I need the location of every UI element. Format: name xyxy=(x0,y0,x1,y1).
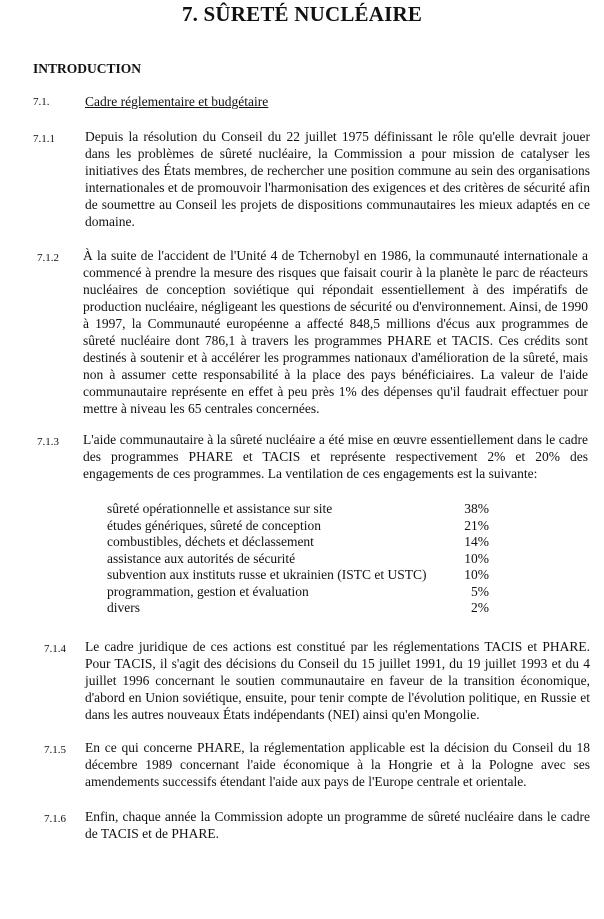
table-row xyxy=(107,534,489,551)
paragraph-text: En ce qui concerne PHARE, la réglementation applicable est la décision du Conseil du 18 décembre 1989 concernant l'aide économique à la Hongrie et à la Pologne avec ses amendements successifs étendant l'aide aux pays de l'Europe centrale et orientale. xyxy=(85,740,590,789)
row-label: études génériques, sûreté de conception xyxy=(107,517,322,533)
paragraph-text: L'aide communautaire à la sûreté nucléaire a été mise en œuvre essentiellement dans le cadre des programmes PHARE et TACIS et représente respectivement 2% et 20% des engagements de ces programmes. La ventilation de ces engagements est la suivante: xyxy=(83,432,588,481)
row-label: assistance aux autorités de sécurité xyxy=(107,550,296,566)
row-label: combustibles, déchets et déclassement xyxy=(107,534,314,549)
table-row xyxy=(107,518,489,535)
row-percent: 14% xyxy=(464,534,489,549)
table-row xyxy=(107,501,489,518)
row-percent: 21% xyxy=(464,517,489,533)
paragraph-text: Depuis la résolution du Conseil du 22 juillet 1975 définissant le rôle qu'elle devrait jouer dans les problèmes de sûreté nucléaire, la Commission a pour mission de catalyser les initiatives des États membres, de rechercher une position commune au sein des organisations internationales et de promouvoir l'harmonisation des exigences et des critères de sécurité afin de soumettre au Conseil les projets de dispositions communautaires les mieux adaptés en ce domaine. xyxy=(85,129,590,229)
row-label: programmation, gestion et évaluation xyxy=(107,583,309,599)
row-label: subvention aux instituts russe et ukrainien (ISTC et USTC) xyxy=(107,567,427,582)
paragraph-number: 7.1.1 xyxy=(33,133,55,145)
table-row xyxy=(107,567,489,584)
row-percent: 10% xyxy=(464,567,489,582)
table-row xyxy=(107,584,489,601)
row-percent: 38% xyxy=(464,501,489,516)
introduction-heading: INTRODUCTION xyxy=(33,61,142,76)
row-label: sûreté opérationnelle et assistance sur site xyxy=(107,501,333,516)
row-percent: 10% xyxy=(464,550,489,566)
table-row xyxy=(107,551,489,568)
paragraph-number: 7.1.2 xyxy=(37,252,59,264)
row-percent: 2% xyxy=(471,600,489,615)
table-row xyxy=(107,600,489,617)
paragraph-number: 7.1.5 xyxy=(44,744,66,756)
section-title: Cadre réglementaire et budgétaire xyxy=(85,94,269,109)
paragraph-text: Le cadre juridique de ces actions est constitué par les réglementations TACIS et PHARE. Pour TACIS, il s'agit des décisions du Conseil du 15 juillet 1991, du 19 juillet 1993 et du 4 juillet 1996 concernant le soutien communautaire en faveur de la transition économique, d'abord en Union soviétique, ensuite, pour tenir compte de l'évolution politique, en Russie et dans les autres nouveaux États indépendants (NEI) ainsi qu'en Mongolie. xyxy=(85,639,590,722)
paragraph-text: À la suite de l'accident de l'Unité 4 de Tchernobyl en 1986, la communauté internationale a commencé à prendre la mesure des risques que faisait courir à la planète le parc de réacteurs nucléaires de conception soviétique qui répondait essentiellement à des impératifs de production nucléaire, négligeant les questions de sécurité ou d'environnement. Ainsi, de 1990 à 1997, la Communauté européenne a affecté 848,5 millions d'écus aux programmes de sûreté nucléaire dont 786,1 à travers les programmes PHARE et TACIS. Ces crédits sont destinés à soutenir et à accélérer les programmes nationaux d'amélioration de la sûreté, mais non à assumer cette responsabilité à la place des pays bénéficiaires. La valeur de l'aide communautaire représente en effet à peu près 1% des dépenses qu'il faudrait effectuer pour mettre à niveau les 65 centrales concernées. xyxy=(83,248,588,416)
chapter-title: 7. SÛRETÉ NUCLÉAIRE xyxy=(181,2,423,26)
breakdown-table xyxy=(107,501,489,617)
section-number: 7.1. xyxy=(33,96,50,108)
paragraph-number: 7.1.4 xyxy=(44,643,66,655)
row-label: divers xyxy=(107,600,140,615)
row-percent: 5% xyxy=(471,583,489,599)
paragraph-number: 7.1.3 xyxy=(37,436,59,448)
paragraph-text: Enfin, chaque année la Commission adopte un programme de sûreté nucléaire dans le cadre de TACIS et de PHARE. xyxy=(85,809,590,841)
paragraph-number: 7.1.6 xyxy=(44,813,66,825)
